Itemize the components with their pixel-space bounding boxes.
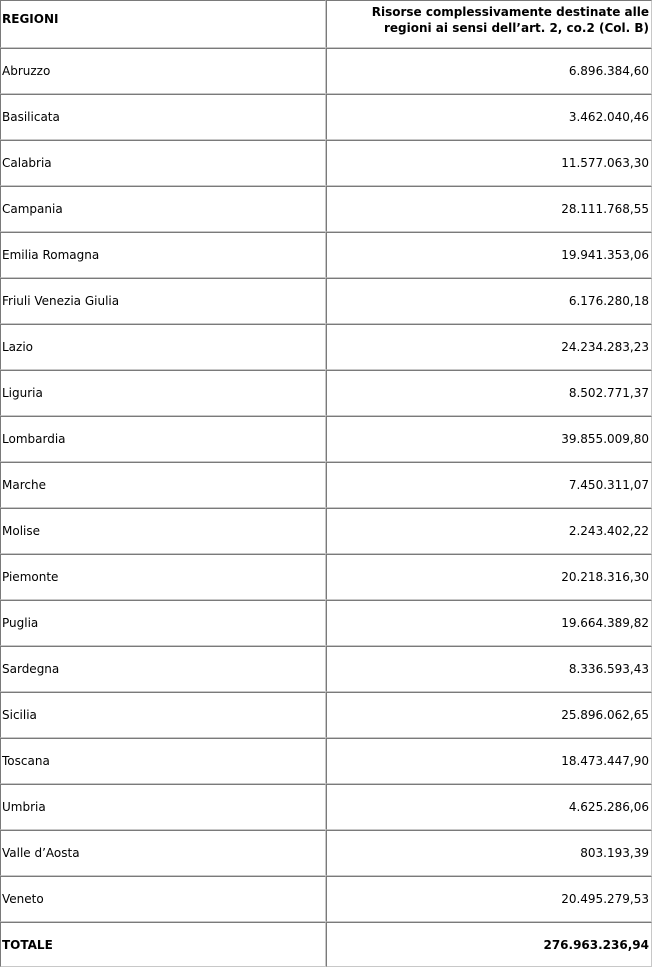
table-row bbox=[0, 416, 652, 462]
table-row bbox=[0, 738, 652, 784]
header-risorse bbox=[326, 0, 652, 48]
region-value: 25.896.062,65 bbox=[326, 692, 652, 738]
region-value: 28.111.768,55 bbox=[326, 186, 652, 232]
header-regioni: REGIONI bbox=[0, 0, 326, 48]
region-name: Abruzzo bbox=[0, 48, 326, 94]
table-row bbox=[0, 600, 652, 646]
region-name: Basilicata bbox=[0, 94, 326, 140]
region-name: Sardegna bbox=[0, 646, 326, 692]
region-value: 8.336.593,43 bbox=[326, 646, 652, 692]
table-row bbox=[0, 140, 652, 186]
region-value: 11.577.063,30 bbox=[326, 140, 652, 186]
region-value: 20.218.316,30 bbox=[326, 554, 652, 600]
table-row bbox=[0, 370, 652, 416]
region-name: Valle d’Aosta bbox=[0, 830, 326, 876]
total-value: 276.963.236,94 bbox=[326, 922, 652, 967]
region-name: Lazio bbox=[0, 324, 326, 370]
total-label: TOTALE bbox=[0, 922, 326, 967]
region-value: 7.450.311,07 bbox=[326, 462, 652, 508]
region-name: Puglia bbox=[0, 600, 326, 646]
region-name: Sicilia bbox=[0, 692, 326, 738]
region-value: 39.855.009,80 bbox=[326, 416, 652, 462]
table-row bbox=[0, 232, 652, 278]
region-name: Toscana bbox=[0, 738, 326, 784]
region-value: 20.495.279,53 bbox=[326, 876, 652, 922]
region-name: Emilia Romagna bbox=[0, 232, 326, 278]
region-value: 19.941.353,06 bbox=[326, 232, 652, 278]
region-value: 19.664.389,82 bbox=[326, 600, 652, 646]
region-name: Campania bbox=[0, 186, 326, 232]
region-name: Molise bbox=[0, 508, 326, 554]
table-row bbox=[0, 278, 652, 324]
region-value: 803.193,39 bbox=[326, 830, 652, 876]
region-name: Umbria bbox=[0, 784, 326, 830]
region-name: Friuli Venezia Giulia bbox=[0, 278, 326, 324]
region-name: Liguria bbox=[0, 370, 326, 416]
table-total-row bbox=[0, 922, 652, 967]
table-row bbox=[0, 324, 652, 370]
region-name: Calabria bbox=[0, 140, 326, 186]
region-value: 2.243.402,22 bbox=[326, 508, 652, 554]
region-value: 8.502.771,37 bbox=[326, 370, 652, 416]
table-row bbox=[0, 48, 652, 94]
table-row bbox=[0, 462, 652, 508]
table-row bbox=[0, 508, 652, 554]
region-value: 18.473.447,90 bbox=[326, 738, 652, 784]
table-row bbox=[0, 876, 652, 922]
region-value: 4.625.286,06 bbox=[326, 784, 652, 830]
region-name: Marche bbox=[0, 462, 326, 508]
region-value: 6.176.280,18 bbox=[326, 278, 652, 324]
region-value: 24.234.283,23 bbox=[326, 324, 652, 370]
table-header-row bbox=[0, 0, 652, 48]
table-row bbox=[0, 830, 652, 876]
table-row bbox=[0, 646, 652, 692]
region-name: Piemonte bbox=[0, 554, 326, 600]
table-row bbox=[0, 784, 652, 830]
region-name: Lombardia bbox=[0, 416, 326, 462]
region-value: 3.462.040,46 bbox=[326, 94, 652, 140]
table-row bbox=[0, 186, 652, 232]
header-risorse-line1: Risorse complessivamente destinate alle bbox=[371, 5, 649, 19]
header-risorse-line2: regioni ai sensi dell’art. 2, co.2 (Col. B) bbox=[383, 21, 649, 35]
region-value: 6.896.384,60 bbox=[326, 48, 652, 94]
table-row bbox=[0, 94, 652, 140]
table-row bbox=[0, 554, 652, 600]
region-name: Veneto bbox=[0, 876, 326, 922]
table-row bbox=[0, 692, 652, 738]
